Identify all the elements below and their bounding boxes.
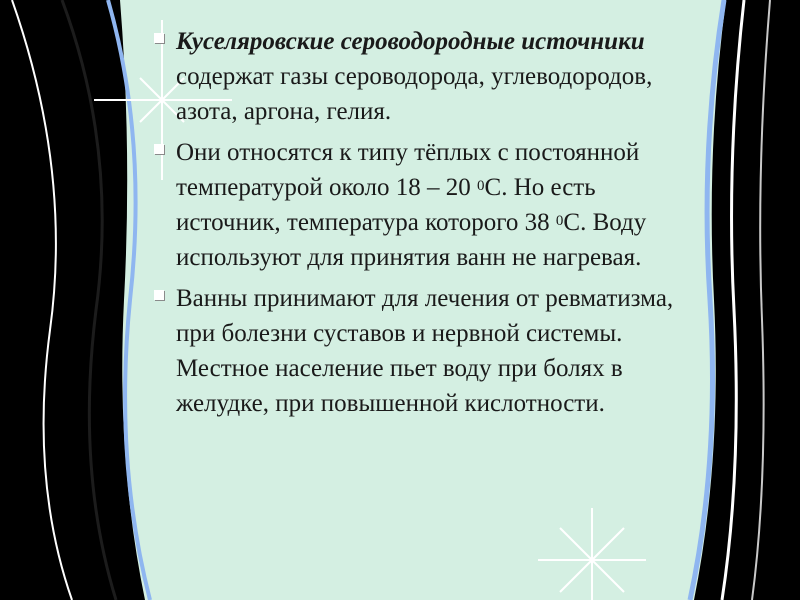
bullet-item-2 xyxy=(154,135,694,275)
bullet-3-text: Ванны принимают для лечения от ревматизма, при болезни суставов и нервной системы. Местное население пьет воду при болях в желудке, при повышенной кислотности. xyxy=(176,285,674,417)
bullet-2-part2: С. Но есть источник, температура которого 38 xyxy=(176,174,596,236)
bullet-list xyxy=(154,24,694,427)
right-light-curve xyxy=(752,0,770,600)
bullet-item-1 xyxy=(154,24,694,129)
left-dark-curve xyxy=(62,0,116,600)
bullet-1-emphasis: источники xyxy=(521,28,645,55)
white-square-bullet-icon xyxy=(154,144,164,154)
bullet-1-text: содержат газы сероводорода, углеводородов, азота, аргона, гелия. xyxy=(176,63,653,125)
white-square-bullet-icon xyxy=(154,33,164,43)
right-white-curve xyxy=(722,0,744,600)
bullet-2-part1: Они относятся к типу тёплых с постоянной температурой около 18 – 20 xyxy=(176,139,640,201)
left-white-curve xyxy=(12,0,72,600)
bullet-2-part3: С. Воду используют для принятия ванн не нагревая. xyxy=(176,209,647,271)
white-square-bullet-icon xyxy=(154,290,164,300)
bullet-item-3 xyxy=(154,281,694,421)
bullet-2-superscript-1: 0 xyxy=(477,178,485,194)
bullet-2-superscript-2: 0 xyxy=(555,213,564,229)
bullet-1-title: Куселяровские сероводородные xyxy=(176,28,515,55)
